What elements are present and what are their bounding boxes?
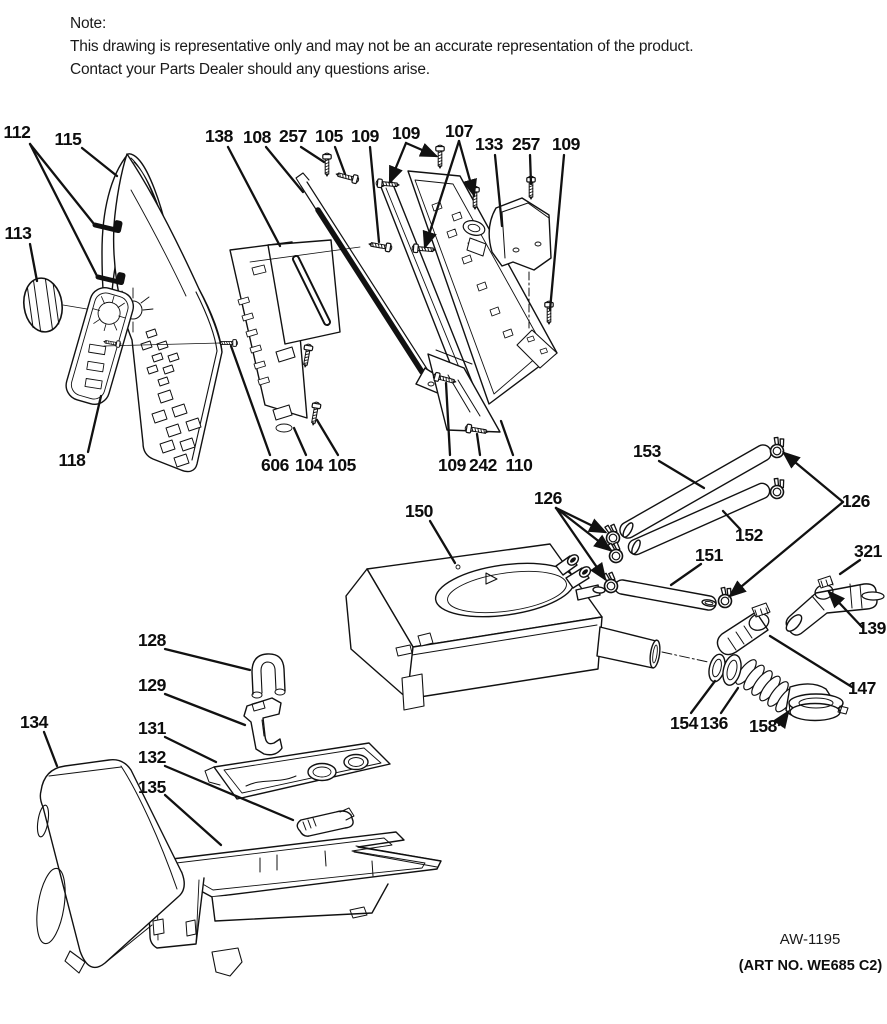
note-line: This drawing is representative only and may not be an accurate representation of the product. [70,38,694,55]
part-label-151: 151 [695,545,723,565]
leader-line-105 [317,420,338,455]
leader-line-151 [671,564,701,585]
leader-line-112 [30,144,94,224]
part-label-126: 126 [534,488,562,508]
part-label-104: 104 [295,455,323,475]
part-label-154: 154 [670,713,698,733]
part-label-105: 105 [315,126,343,146]
note-heading: Note: [70,15,107,32]
part-label-158: 158 [749,716,777,736]
leader-line-150 [430,521,455,563]
part-label-134: 134 [20,712,48,732]
leader-line-158 [779,712,788,725]
leader-line-257 [301,147,324,162]
part-label-150: 150 [405,501,433,521]
leader-line-126 [784,453,843,502]
hose-clamp-126-icon [769,478,785,500]
leader-line-131 [165,737,216,762]
leader-line-242 [477,434,480,455]
leader-line-109 [370,147,379,242]
leader-line-135 [165,795,221,845]
hose-clamp-126-icon [603,523,621,546]
knob-113-part [20,276,65,335]
hose-clamp-126-icon [606,541,624,564]
part-label-129: 129 [138,675,166,695]
drawing-code: AW-1195 [779,931,841,948]
part-label-108: 108 [243,127,271,147]
leader-line-147 [770,636,852,687]
leader-line-138 [228,147,280,246]
end-clamp-158-part [789,694,848,721]
leader-line-152 [723,511,740,529]
part-label-109: 109 [552,134,580,154]
part-label-110: 110 [505,455,533,475]
part-label-113: 113 [4,223,32,243]
part-label-321: 321 [854,541,882,561]
part-label-118: 118 [58,450,86,470]
part-label-257: 257 [512,134,540,154]
part-label-138: 138 [205,126,233,146]
screw-icon [334,170,359,184]
part-label-136: 136 [700,713,728,733]
leader-line-154 [691,681,715,713]
part-label-115: 115 [54,129,82,149]
leader-line-109 [390,143,406,182]
part-label-105: 105 [328,455,356,475]
leader-line-128 [165,649,250,670]
part-label-109: 109 [438,455,466,475]
screw-icon [436,145,444,169]
part-label-257: 257 [279,126,307,146]
leader-line-104 [294,428,306,455]
leader-line-108 [266,147,303,192]
leader-line-105 [335,147,345,174]
elbow-fitting-321-part [784,576,885,635]
screw-icon [545,301,553,325]
part-label-135: 135 [138,777,166,797]
part-label-242: 242 [469,455,497,475]
handle-132-part [297,808,354,836]
leader-line-153 [659,461,704,488]
leader-line-113 [30,244,37,281]
knob-axis-line [63,305,87,309]
leader-line-129 [165,694,245,725]
siphon-tube-128-part [252,654,285,698]
drawer-body-135-part [147,832,441,976]
part-label-147: 147 [848,678,876,698]
part-label-107: 107 [445,121,473,141]
escutcheon-118-part [63,284,137,408]
dispenser-tray-131-part [205,743,390,799]
part-label-132: 132 [138,747,166,767]
leader-line-115 [82,148,117,176]
hose-clamp-126-icon [769,437,785,459]
part-label-112: 112 [3,122,31,142]
part-label-128: 128 [138,630,166,650]
part-label-109: 109 [351,126,379,146]
leader-line-126 [556,508,610,550]
leader-line-112 [30,144,97,276]
tube-151-part [615,580,716,610]
part-label-153: 153 [633,441,661,461]
leader-line-321 [840,560,860,574]
part-label-109: 109 [392,123,420,143]
screw-icon [412,244,437,254]
part-label-131: 131 [138,718,166,738]
leader-line-110 [501,421,513,455]
dispenser-tank-150-part [346,544,708,710]
leader-line-109 [550,155,564,310]
part-label-133: 133 [475,134,503,154]
part-label-139: 139 [858,618,886,638]
leader-line-257 [530,155,531,184]
leader-line-136 [721,688,738,713]
art-number: (ART NO. WE685 C2) [738,958,883,974]
screw-icon [323,153,331,177]
leader-line-109 [406,143,436,156]
clip-129-part [244,698,282,755]
part-label-606: 606 [261,455,289,475]
part-label-126: 126 [842,491,870,511]
part-label-152: 152 [735,525,763,545]
leader-line-134 [44,732,57,766]
hose-clamp-126-icon [718,587,733,608]
note-line: Contact your Parts Dealer should any questions arise. [70,61,430,78]
